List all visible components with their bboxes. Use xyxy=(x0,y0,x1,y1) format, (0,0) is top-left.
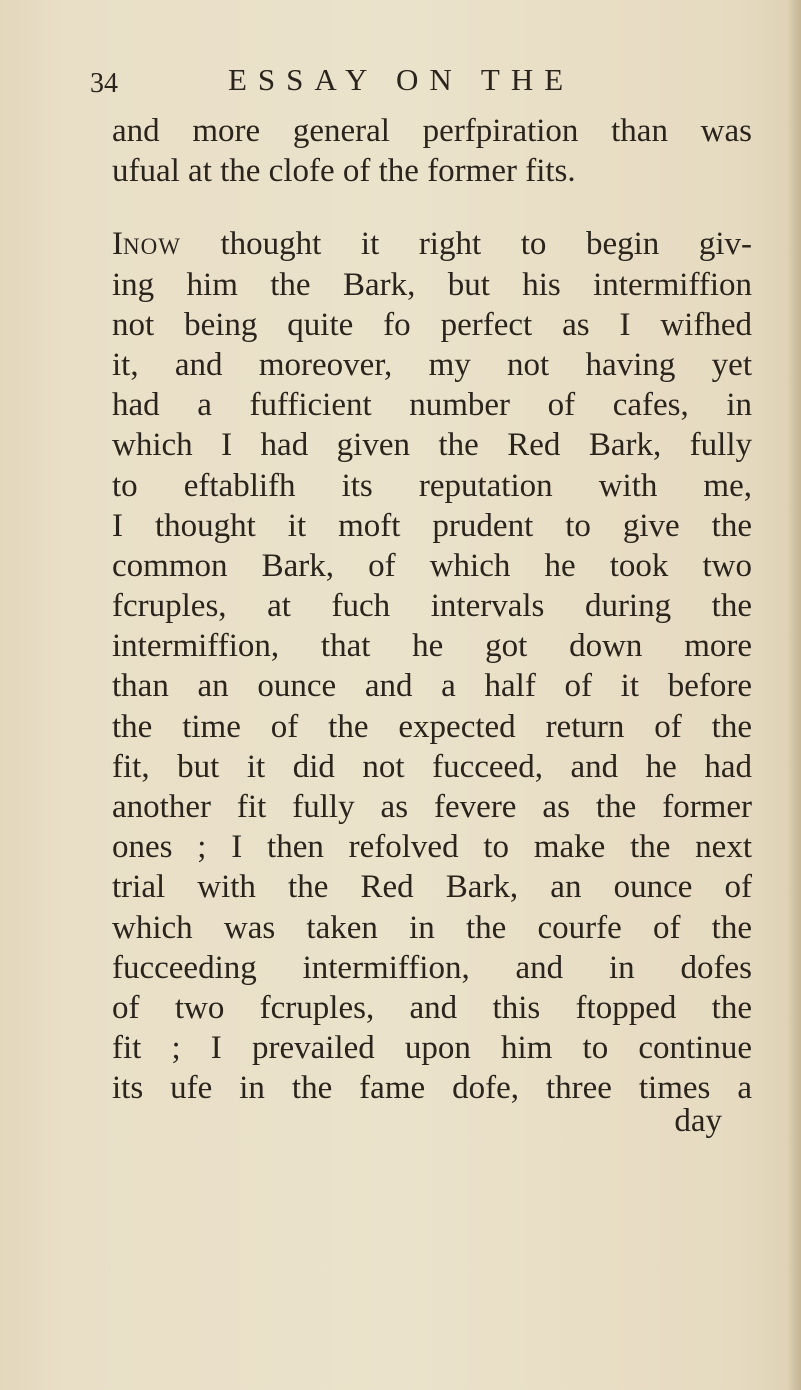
text-line: which was taken in the courfe of the xyxy=(112,909,752,946)
first-line-rest: thought it right to begin giv- xyxy=(180,226,752,263)
text-line: fcruples, at fuch intervals during the xyxy=(112,588,752,625)
text-line: not being quite fo perfect as I wifhed xyxy=(112,306,752,343)
text-line: trial with the Red Bark, an ounce of xyxy=(112,869,752,906)
text-line: intermiffion, that he got down more xyxy=(112,628,752,665)
running-head: ESSAY ON THE xyxy=(228,62,575,97)
text-line: had a fufficient number of cafes, in xyxy=(112,387,752,424)
text-line: which I had given the Red Bark, fully xyxy=(112,427,752,464)
text-line: ones ; I then refolved to make the next xyxy=(112,829,752,866)
text-line: of two fcruples, and this ftopped the xyxy=(112,989,752,1026)
page-number: 34 xyxy=(90,68,118,99)
text-line: it, and moreover, my not having yet xyxy=(112,346,752,383)
text-line: fucceeding intermiffion, and in dofes xyxy=(112,949,752,986)
text-line: ufual at the clofe of the former fits. xyxy=(112,153,576,190)
text-line: fit, but it did not fucceed, and he had xyxy=(112,748,752,785)
text-line: its ufe in the fame dofe, three times a xyxy=(112,1070,752,1107)
body-text xyxy=(112,111,752,1141)
text-line: the time of the expected return of the xyxy=(112,708,752,745)
text-line: another fit fully as fevere as the former xyxy=(112,789,752,825)
text-line: than an ounce and a half of it before xyxy=(112,668,752,705)
page-header xyxy=(90,62,710,102)
text-line: fit ; I prevailed upon him to continue xyxy=(112,1030,752,1067)
text-line: common Bark, of which he took two xyxy=(112,547,752,584)
text-line: I thought it moft prudent to give the xyxy=(112,507,752,544)
text-line: ing him the Bark, but his intermiffion xyxy=(112,266,752,303)
paragraph-initial: I xyxy=(112,226,123,263)
text-line: to eftablifh its reputation with me, xyxy=(112,467,752,504)
text-line: and more general perfpiration than was xyxy=(112,113,752,149)
small-caps-word: now xyxy=(123,226,181,263)
paragraph-first-line xyxy=(112,224,752,264)
catchword: day xyxy=(674,1102,722,1139)
page-edge-shadow xyxy=(787,0,801,1390)
